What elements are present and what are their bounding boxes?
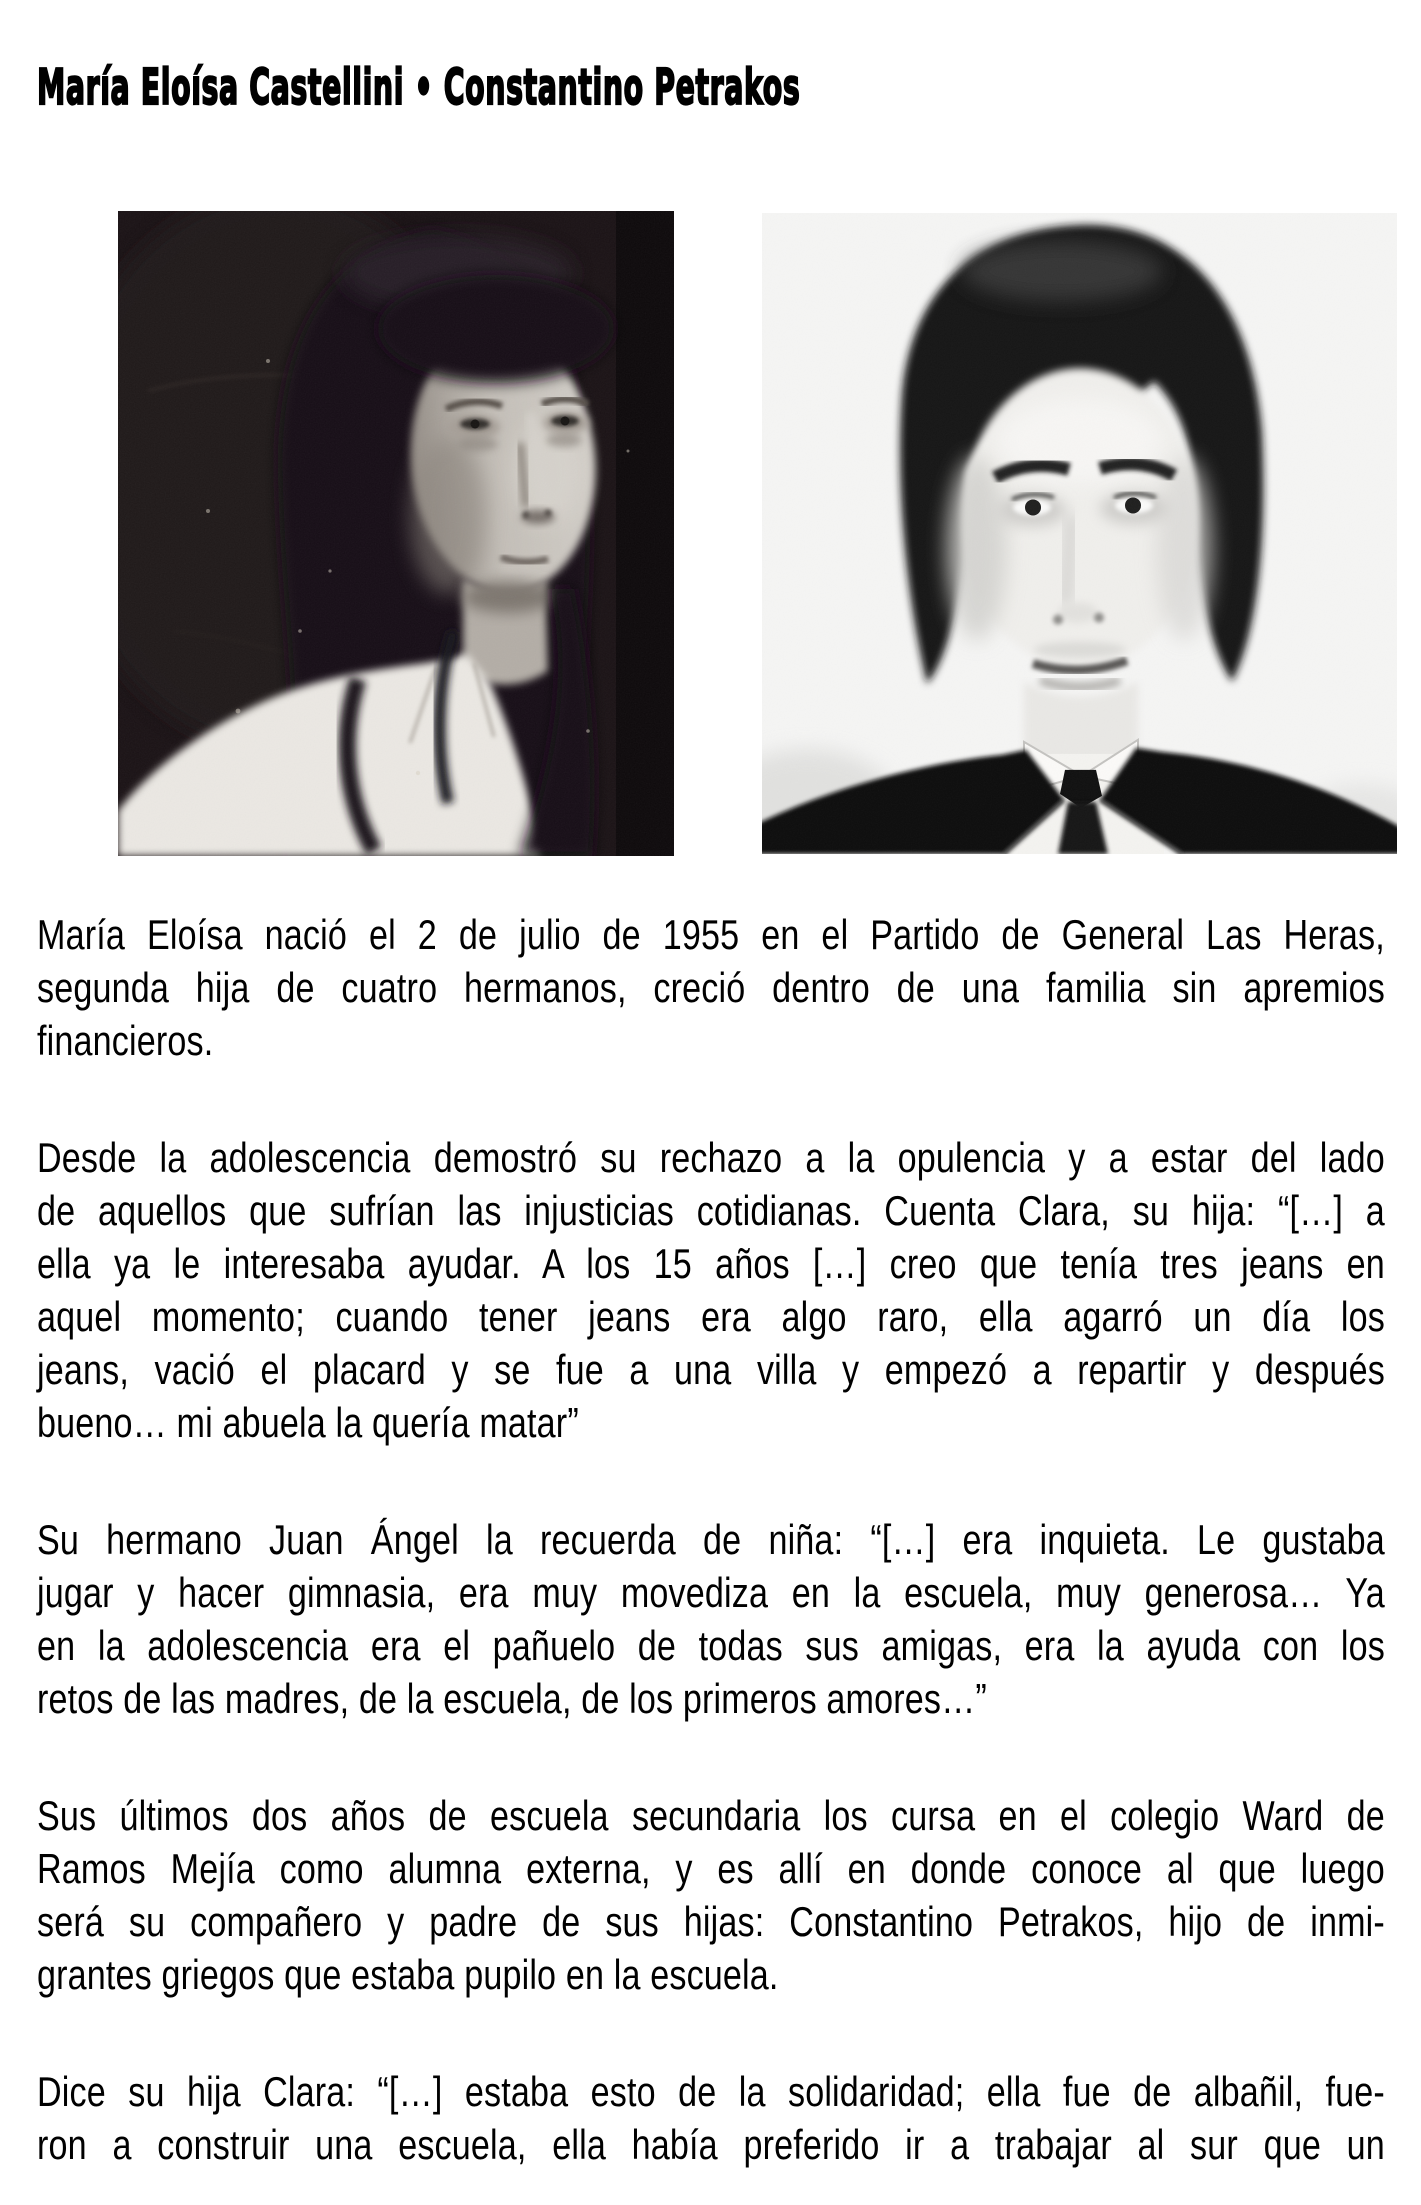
text-line: aquel momento; cuando tener jeans era algo raro, ella agarró un día los	[37, 1293, 1385, 1340]
photo-constantino	[762, 213, 1397, 854]
text-line: ron a construir una escuela, ella había preferido ir a trabajar al sur que un	[37, 2121, 1385, 2168]
text-line: será su compañero y padre de sus hijas: Constantino Petrakos, hijo de inmi-	[37, 1898, 1385, 1945]
text-line: grantes griegos que estaba pupilo en la escuela.	[37, 1951, 779, 1998]
text-line: Dice su hija Clara: “[…] estaba esto de la solidaridad; ella fue de albañil, fue-	[37, 2068, 1385, 2115]
text-line: Su hermano Juan Ángel la recuerda de niña: “[…] era inquieta. Le gustaba	[37, 1516, 1385, 1563]
text-line: Desde la adolescencia demostró su rechazo a la opulencia y a estar del lado	[37, 1134, 1385, 1181]
paragraph	[37, 1513, 1385, 1725]
body-text	[37, 908, 1385, 2171]
paragraph	[37, 908, 1385, 1067]
text-line: retos de las madres, de la escuela, de los primeros amores…”	[37, 1675, 987, 1722]
text-line: jeans, vació el placard y se fue a una villa y empezó a repartir y después	[37, 1346, 1385, 1393]
photo-maria-eloisa	[118, 211, 674, 856]
text-line: ella ya le interesaba ayudar. A los 15 años […] creo que tenía tres jeans en	[37, 1240, 1385, 1287]
text-line: segunda hija de cuatro hermanos, creció dentro de una familia sin apremios	[37, 964, 1385, 1011]
paragraph	[37, 1789, 1385, 2001]
text-line: Ramos Mejía como alumna externa, y es allí en donde conoce al que luego	[37, 1845, 1385, 1892]
text-line: Sus últimos dos años de escuela secundaria los cursa en el colegio Ward de	[37, 1792, 1385, 1839]
paragraph	[37, 2065, 1385, 2171]
paragraph	[37, 1131, 1385, 1449]
text-line: bueno… mi abuela la quería matar”	[37, 1399, 579, 1446]
constantino-portrait-illustration	[762, 213, 1397, 854]
page-title: María Eloísa Castellini • Constantino Petrakos	[37, 59, 801, 116]
text-line: jugar y hacer gimnasia, era muy movediza en la escuela, muy generosa… Ya	[37, 1569, 1385, 1616]
text-line: María Eloísa nació el 2 de julio de 1955 en el Partido de General Las Heras,	[37, 911, 1385, 958]
text-line: de aquellos que sufrían las injusticias cotidianas. Cuenta Clara, su hija: “[…] a	[37, 1187, 1385, 1234]
text-line: financieros.	[37, 1017, 214, 1064]
maria-portrait-illustration	[118, 211, 674, 856]
text-line: en la adolescencia era el pañuelo de todas sus amigas, era la ayuda con los	[37, 1622, 1385, 1669]
